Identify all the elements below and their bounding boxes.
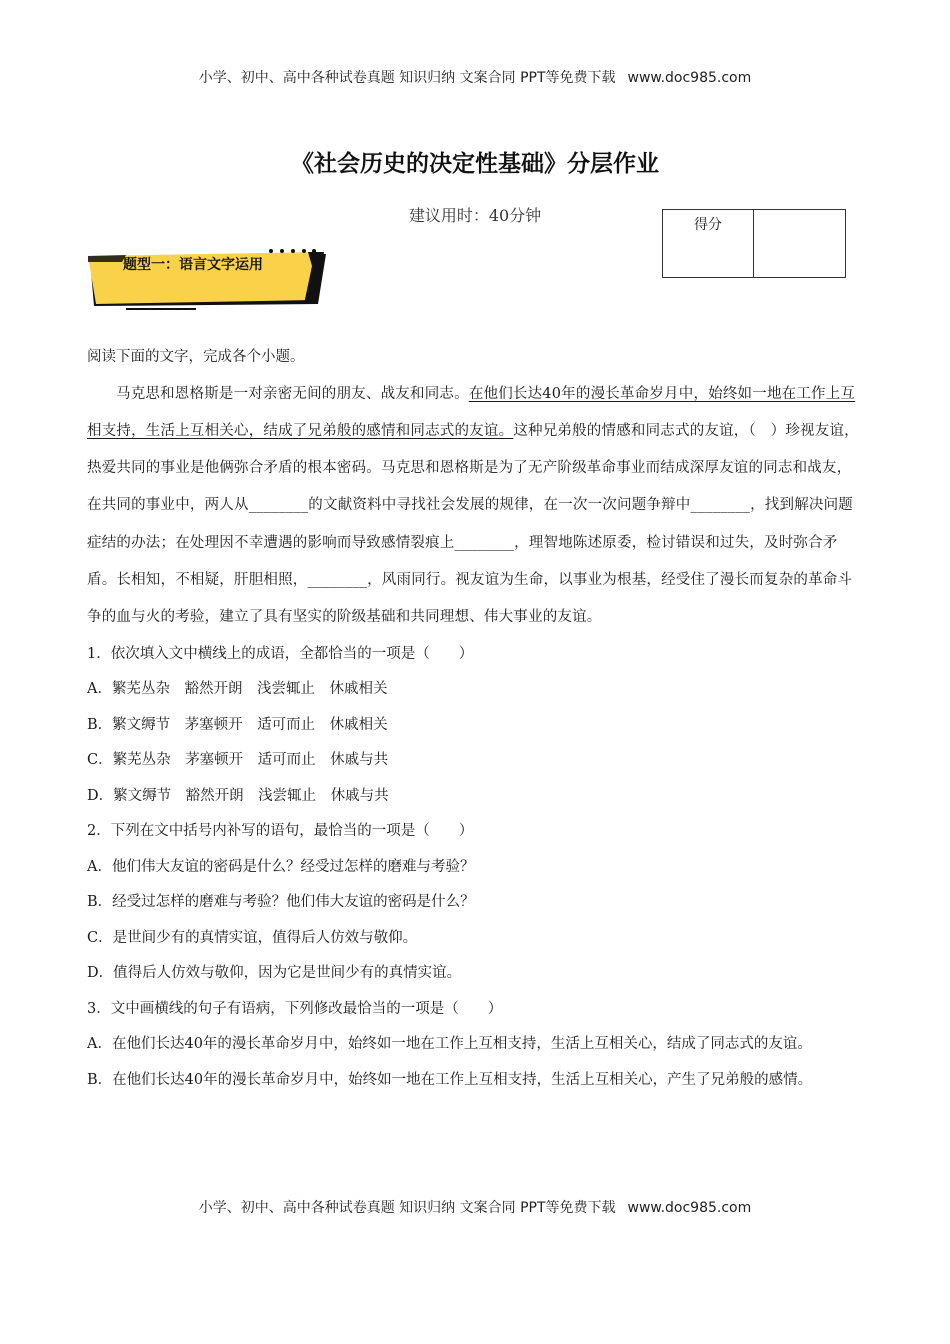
- question-3-option-a[interactable]: A．在他们长达40年的漫长革命岁月中，始终如一地在工作上互相支持，生活上互相关心，结成了同志式的友谊。: [87, 1036, 812, 1053]
- question-2-option-d[interactable]: D．值得后人仿效与敬仰，因为它是世间少有的真情实谊。: [87, 965, 462, 982]
- footer-url[interactable]: www.doc985.com: [627, 1200, 752, 1216]
- page-title: 《社会历史的决定性基础》分层作业: [291, 151, 659, 177]
- score-value-cell: [754, 210, 845, 277]
- question-1-option-b[interactable]: B．繁文缛节 茅塞顿开 适可而止 休戚相关: [87, 716, 388, 733]
- question-1-option-a[interactable]: A．繁芜丛杂 豁然开朗 浅尝辄止 休戚相关: [87, 681, 388, 698]
- question-1-stem: 1．依次填入文中横线上的成语，全都恰当的一项是（ ）: [87, 645, 474, 662]
- reading-passage: [87, 376, 863, 637]
- page-footer: [0, 1197, 950, 1217]
- section-title: 题型一：语言文字运用: [123, 257, 263, 273]
- header-text: 小学、初中、高中各种试卷真题 知识归纳 文案合同 PPT等免费下载: [198, 70, 616, 86]
- footer-text: 小学、初中、高中各种试卷真题 知识归纳 文案合同 PPT等免费下载: [198, 1200, 616, 1216]
- score-label: 得分: [663, 210, 754, 277]
- passage-sentence: 马克思和恩格斯是一对亲密无间的朋友、战友和同志。: [116, 385, 469, 402]
- underlined-sentence: 在他们长达40年的漫长革命岁月中，始终如一地在工作上互相支持，生活上互相关心，结成了兄弟般的感情和同志式的友谊。: [87, 385, 856, 439]
- suggested-time: 建议用时：40分钟: [408, 206, 542, 225]
- question-2-stem: 2．下列在文中括号内补写的语句，最恰当的一项是（ ）: [87, 823, 474, 840]
- question-2-option-b[interactable]: B．经受过怎样的磨难与考验？他们伟大友谊的密码是什么？: [87, 894, 475, 911]
- page-header: [0, 67, 950, 87]
- question-3-stem: 3．文中画横线的句子有语病，下列修改最恰当的一项是（ ）: [87, 1000, 503, 1017]
- question-3-option-b[interactable]: B．在他们长达40年的漫长革命岁月中，始终如一地在工作上互相支持，生活上互相关心，产生了兄弟般的感情。: [87, 1071, 813, 1088]
- score-box: [662, 209, 846, 278]
- question-1-option-c[interactable]: C．繁芜丛杂 茅塞顿开 适可而止 休戚与共: [87, 752, 389, 769]
- question-2-option-a[interactable]: A．他们伟大友谊的密码是什么？经受过怎样的磨难与考验？: [87, 858, 475, 875]
- question-2-option-c[interactable]: C．是世间少有的真情实谊，值得后人仿效与敬仰。: [87, 929, 418, 946]
- passage-rest: 这种兄弟般的情感和同志式的友谊，（ ）珍视友谊，热爱共同的事业是他俩弥合矛盾的根本密码。马克思和恩格斯是为了无产阶级革命事业而结成深厚友谊的同志和战友，在共同的事业中，两人从________的文献资料中寻找社会发展的规律，在一次一次问题争辩中________，找到解决问题症结的办法；在处理因不幸遭遇的影响而导致感情裂痕上________，理智地陈述原委，检讨错误和过失，及时弥合矛盾。长相知，不相疑，肝胆相照，________，风雨同行。视友谊为生命，以事业为根基，经受住了漫长而复杂的革命斗争的血与火的考验，建立了具有坚实的阶级基础和共同理想、伟大事业的友谊。: [87, 422, 859, 626]
- question-1-option-d[interactable]: D．繁文缛节 豁然开朗 浅尝辄止 休戚与共: [87, 787, 389, 804]
- header-url[interactable]: www.doc985.com: [627, 70, 752, 86]
- reading-instruction: 阅读下面的文字，完成各个小题。: [87, 349, 305, 365]
- exercise-content: [87, 340, 863, 1098]
